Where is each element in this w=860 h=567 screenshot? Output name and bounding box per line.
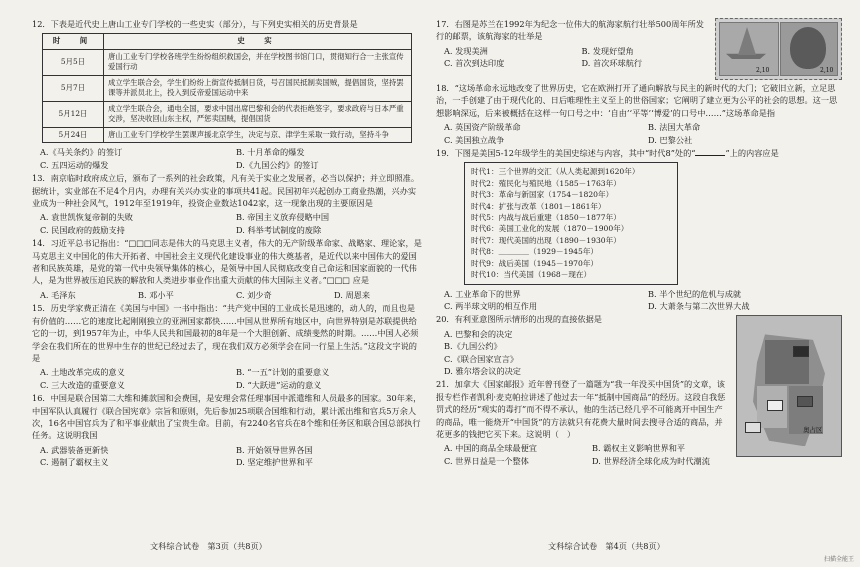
page-footer-right: 文科综合试卷 第4页（共8页）	[548, 541, 665, 551]
timeline-item: 时代7：现代美国的出现（1890－1930年）	[471, 235, 621, 245]
option-b[interactable]: B. 法国大革命	[648, 122, 701, 133]
option-c[interactable]: C.《联合国家宣言》	[444, 353, 519, 364]
question-15: 15．历史学家费正清在《美国与中国》一书中指出：“共产党中国的工业成长是迅速的，动人的，而且也是有价值的……它的速度比起刚刚独立的亚洲国家都快……中国从世界所有地区中，向世界特别是苏联提供给它的一切，到1957年为止，中华人民共和国最初的8年是一个大胆创新、成绩斐然的时期。……中国人必须学会在我们所在的世界中生存的世纪已经过去了，现在我们双方必须学会在同一行星上生活。”这段文字说的是	[32, 303, 419, 363]
question-12-options	[40, 146, 422, 171]
table-cell-date: 5月12日	[43, 101, 104, 127]
flag-icon	[793, 346, 809, 357]
table-header-row	[43, 34, 412, 50]
occupation-map	[736, 315, 842, 457]
timeline-item: 时代5：内战与战后重建（1850－1877年）	[471, 213, 621, 223]
table-row	[43, 101, 412, 127]
question-18: 18．“这场革命永远地改变了世界历史，它在欧洲打开了通向解放与民主的新时代的大门；它破旧立新，立足思治，一手创建了由于现代化的、日后唯理性主义至上的世俗国家；它阐明了建立更为公平的社会的思想。这一思想影响深远，后来被概括在这样一句口号之中：‘自由’‘平等’‘博爱’的口号中……”这场革命是指	[436, 83, 838, 118]
question-20: 20．有利亚意图所示情形的出现的直接依据是	[436, 314, 602, 325]
table-row	[43, 49, 412, 75]
option-c[interactable]: C. 两半球文明的相互作用	[444, 300, 538, 311]
stamp-value: 2,10	[820, 67, 834, 74]
option-d[interactable]: D. “大跃进”运动的意义	[236, 379, 322, 390]
table-cell-fact: 成立学生联合会，通电全国，要求中国出席巴黎和会的代表拒绝签字，要求政府与日本严重交涉，坚决收回山东主权，严惩卖国贼，提倡国货	[104, 101, 412, 127]
option-b[interactable]: B. “一五”计划的重要意义	[236, 367, 330, 378]
table-cell-fact: 唐山工业专门学校学生罢课声援北京学生，决定与京、津学生采取一致行动，坚持斗争	[104, 127, 412, 143]
option-d[interactable]: D. 坚定维护世界和平	[236, 457, 313, 468]
table-header-time: 时 间	[43, 34, 104, 50]
table-cell-date: 5月5日	[43, 49, 104, 75]
option-d[interactable]: D. 首次环球航行	[581, 58, 643, 69]
question-16-options	[40, 444, 422, 469]
option-d[interactable]: D. 大萧条与第二次世界大战	[648, 300, 750, 311]
timeline-item: 时代6：美国工业化的发展（1870－1900年）	[471, 224, 629, 234]
option-c[interactable]: C. 民国政府的鼓励支持	[40, 224, 125, 235]
option-c[interactable]: C. 遏制了霸权主义	[40, 457, 109, 468]
option-d[interactable]: D. 周恩来	[334, 289, 371, 300]
timeline-item: 时代3：革命与新国家（1754－1820年）	[471, 190, 614, 200]
option-d[interactable]: D. 科举考试制度的废除	[236, 224, 322, 235]
question-19-stem-a: 19．下图是美国5-12年级学生的美国史综述与内容，其中“时代8”处的“	[436, 148, 696, 159]
flag-icon	[767, 400, 783, 411]
table-cell-date: 5月7日	[43, 75, 104, 101]
flag-icon	[745, 422, 761, 433]
right-page	[436, 18, 842, 468]
option-a[interactable]: A. 袁世凯恢复帝制的失败	[40, 212, 133, 223]
question-16: 16．中国是联合国第二大维和摊款国和会费国，是安理会常任理事国中派遣维和人员最多的国家。30年来，中国军队认真履行《联合国宪章》宗旨和原则，先后参加25项联合国维和行动，累计派出维和官兵5万余人次，16名中国官兵为了和平事业献出了宝贵生命。目前，有2240名官兵在8个维和任务区和联合国总部执行任务。这说明我国	[32, 393, 422, 441]
option-a[interactable]: A. 土地改革完成的意义	[40, 367, 125, 378]
question-19-options	[444, 288, 842, 313]
question-20-options	[444, 328, 730, 378]
timeline-box	[464, 162, 678, 284]
option-b[interactable]: B. 开始领导世界各国	[236, 444, 313, 455]
timeline-item: 时代4：扩张与改革（1801－1861年）	[471, 201, 606, 211]
question-18-options	[444, 121, 842, 146]
table-cell-fact: 成立学生联合会，学生们纷纷上街宣传抵制日货，号召国民抵制卖国贼，提倡国货，坚持罢课等并派员北上，投入到反帝爱国运动中来	[104, 75, 412, 101]
question-17-options	[444, 45, 709, 70]
answer-blank[interactable]	[695, 147, 725, 156]
option-c[interactable]: C. 首次到达印度	[444, 58, 505, 69]
table-row	[43, 127, 412, 143]
flag-icon	[797, 396, 813, 407]
timeline-item: 时代8：＿＿＿＿（1929－1945年）	[471, 247, 599, 257]
option-d[interactable]: D. 雅尔塔会议的决定	[444, 365, 521, 376]
option-d[interactable]: D. 世界经济全球化成为时代潮流	[592, 455, 710, 466]
option-a[interactable]: A. 发现美洲	[444, 45, 488, 56]
option-b[interactable]: B. 邓小平	[138, 289, 174, 300]
option-b[interactable]: B. 霸权主义影响世界和平	[592, 443, 686, 454]
timeline-item: 时代2：殖民化与殖民地（1585－1763年）	[471, 178, 621, 188]
option-c[interactable]: C. 刘少奇	[236, 289, 272, 300]
timeline-item: 时代9：战后美国（1945－1970年）	[471, 258, 599, 268]
timeline-item: 时代10：当代美国（1968－现在）	[471, 270, 592, 280]
question-14-options	[40, 289, 422, 301]
option-b[interactable]: B. 帝国主义放弃侵略中国	[236, 212, 330, 223]
table-cell-fact: 唐山工业专门学校各班学生纷纷组织救国会，并在学校图书馆门口，贯彻知行合一主张宣传爱国行动	[104, 49, 412, 75]
option-a[interactable]: A. 中国的商品全球最便宜	[444, 443, 537, 454]
question-15-options	[40, 366, 422, 391]
portrait-icon	[790, 27, 826, 69]
page-footer-left: 文科综合试卷 第3页（共8页）	[150, 541, 267, 551]
table-row	[43, 75, 412, 101]
question-21: 21．加拿大《国家邮报》近年曾刊登了一篇题为“我一年没买中国货”的文章，该报专栏作者凯利·麦克帕拉讲述了他过去一年“抵制中国商品”的经历。这段自我惩罚式的经历“观实的毒打”而不得不承认，他的生活已经几乎不可能离开中国生产的商品，唯一能烧开“中国货”的方法就只有花费大量时间去搜寻合适的商品，并花更多的钱把它买下来。这说明（ ）	[436, 379, 726, 439]
timeline-item: 时代1：三个世界的交汇（从人类起源到1620年）	[471, 167, 640, 177]
option-a[interactable]: A. 英国资产阶级革命	[444, 122, 521, 133]
option-b[interactable]: B.《九国公约》	[444, 341, 502, 352]
option-a[interactable]: A.《马关条约》的签订	[40, 147, 123, 158]
question-13-options	[40, 211, 422, 236]
option-a[interactable]: A. 毛泽东	[40, 289, 76, 300]
option-c[interactable]: C. 世界日益是一个整体	[444, 455, 529, 466]
option-b[interactable]: B. 半个世纪的危机与成就	[648, 288, 742, 299]
question-13: 13．南京临时政府成立后，颁布了一系列的社会政策，凡有关于实业之发展者，必当以保护；并立即照准。据统计，实业部在不足4个月内，办理有关兴办实业的事项共41起。民国初年兴起创办工商业热潮，兴办实业成为一种社会风气，1912年至1919年，投资企业数达1042家，这一现象出现的主要原因是	[32, 173, 420, 209]
option-c[interactable]: C. 美国独立战争	[444, 134, 505, 145]
question-19-stem-b: ”上的内容应是	[725, 148, 779, 159]
left-page	[32, 18, 422, 470]
question-21-options	[444, 442, 730, 467]
stamp-value: 2,10	[756, 67, 770, 74]
option-b[interactable]: B. 十月革命的爆发	[236, 147, 305, 158]
option-c[interactable]: C. 五四运动的爆发	[40, 159, 109, 170]
question-17: 17．右图是苏兰在1992年为纪念一位伟大的航海家航行壮举500周年所发行的邮票，该航海家的壮举是	[436, 19, 704, 42]
option-b[interactable]: B. 发现好望角	[581, 45, 634, 56]
option-d[interactable]: D.《九国公约》的签订	[236, 159, 319, 170]
option-d[interactable]: D. 巴黎公社	[648, 134, 693, 145]
question-14: 14．习近平总书记指出：“□□□同志是伟大的马克思主义者，伟大的无产阶级革命家、战略家、理论家，是马克思主义中国化的伟大开拓者、中国社会主义现代化建设事业的伟大奠基者，是近代以来中国伟大的爱国者和民族英雄，是党的第一代中央领导集体的核心，是领导中国人民彻底改变自己命运和国家面貌的一代伟人，是为世界被压迫民族的解放和人类进步事业作出重大贡献的伟大国际主义者。”□□□ 应是	[32, 238, 422, 286]
table-cell-date: 5月24日	[43, 127, 104, 143]
option-a[interactable]: A. 武器装备更新快	[40, 444, 109, 455]
map-label: 奥占区	[803, 426, 823, 435]
stamp-image	[715, 18, 842, 80]
option-a[interactable]: A. 工业革命下的世界	[444, 288, 521, 299]
option-c[interactable]: C. 三大改造的重要意义	[40, 379, 125, 390]
option-a[interactable]: A. 巴黎和会的决定	[444, 328, 513, 339]
history-table	[42, 33, 412, 143]
table-header-fact: 史 实	[104, 34, 412, 50]
scanner-watermark: 扫描全能王	[823, 556, 854, 563]
question-12: 12．下表是近代史上唐山工业专门学校的一些史实（部分），与下列史实相关的历史背景是	[32, 19, 358, 29]
question-19	[436, 147, 842, 159]
